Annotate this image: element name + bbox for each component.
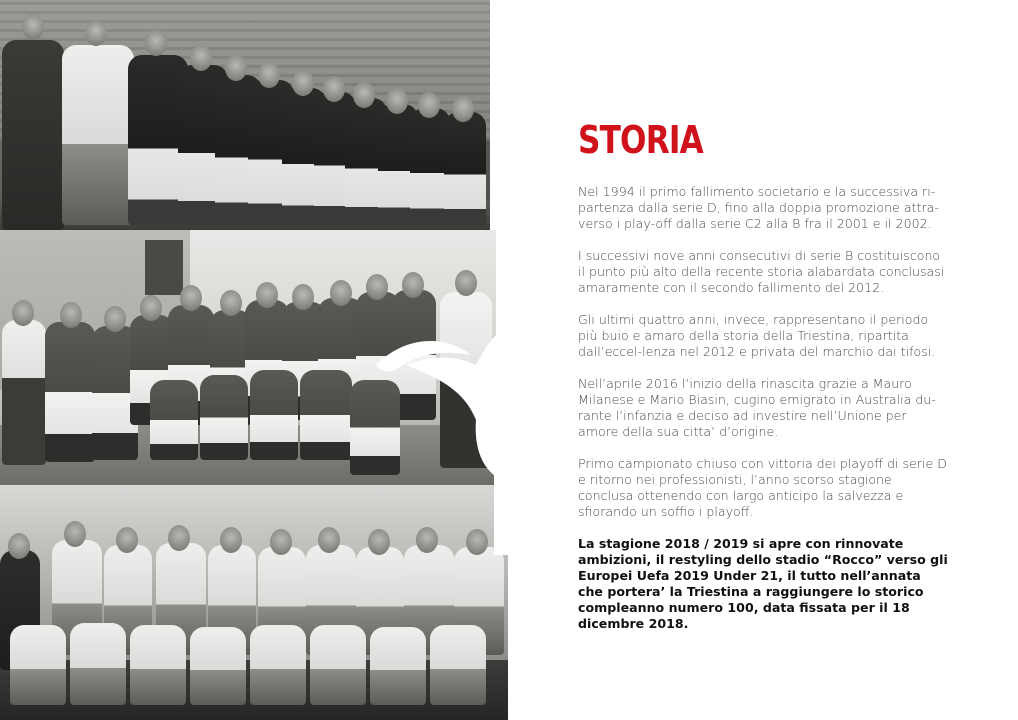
player-head <box>8 533 30 559</box>
player-head <box>418 92 440 118</box>
kneeling-player <box>200 375 248 460</box>
kneeling-player <box>190 627 246 705</box>
kneeling-player <box>310 625 366 705</box>
history-paragraph: Gli ultimi quattro anni, invece, rappresentano il periodo più buio e amaro della storia della Triestina, ripartita dall’eccel-lenza nel 2012 e privata del marchio dai tifosi. <box>578 312 936 359</box>
closing-paragraph: La stagione 2018 / 2019 si apre con rinnovate ambizioni, il restyling dello stadio “Rocco” verso gli Europei Uefa 2019 Under 21, il tutto nell’annata che portera’ la Triestina a raggiungere lo storico compleanno numero 100, data fissata per il 18 dicembre 2018. <box>578 536 948 631</box>
kneeling-player <box>370 627 426 705</box>
player-head <box>318 527 340 553</box>
player-figure <box>444 112 486 226</box>
kneeling-player <box>70 623 126 705</box>
history-paragraph: I successivi nove anni consecutivi di serie B costituiscono il punto più alto della recente storia alabardata conclusasi amaramente con il secondo fallimento del 2012. <box>578 248 945 295</box>
history-text-column <box>578 118 950 648</box>
goalkeeper-figure <box>62 45 134 225</box>
photo-collage <box>0 0 508 720</box>
player-head <box>85 20 107 46</box>
kneeling-player <box>300 370 352 460</box>
kneeling-player <box>150 380 198 460</box>
player-head <box>220 527 242 553</box>
player-head <box>116 527 138 553</box>
player-head <box>366 274 388 300</box>
player-head <box>292 70 314 96</box>
kneeling-player <box>250 625 306 705</box>
player-head <box>292 284 314 310</box>
player-head <box>22 14 44 40</box>
history-paragraph: Primo campionato chiuso con vittoria dei playoff di serie D e ritorno nei professionisti, l’anno scorso stagione conclusa ottenendo con largo anticipo la salvezza e sfiorando un soffio i playoff. <box>578 456 947 519</box>
white-halberd-cutout <box>376 325 508 555</box>
staff-figure <box>2 320 46 465</box>
player-head <box>258 62 280 88</box>
player-head <box>12 300 34 326</box>
player-head <box>256 282 278 308</box>
coach-figure <box>2 40 64 230</box>
player-head <box>386 88 408 114</box>
player-head <box>452 96 474 122</box>
player-head <box>270 529 292 555</box>
player-head <box>220 290 242 316</box>
kneeling-player <box>430 625 486 705</box>
player-head <box>330 280 352 306</box>
kneeling-player <box>10 625 66 705</box>
history-paragraph: Nell’aprile 2016 l’inizio della rinascita grazie a Mauro Milanese e Mario Biasin, cugino emigrato in Australia du-rante l’infanzia e deciso ad investire nell’Unione per amore della sua citta’ d’origine. <box>578 376 936 439</box>
player-head <box>60 302 82 328</box>
kneeling-player <box>250 370 298 460</box>
player-head <box>190 45 212 71</box>
player-head <box>225 55 247 81</box>
player-head <box>455 270 477 296</box>
history-paragraph: Nel 1994 il primo fallimento societario e la successiva ri-partenza dalla serie D, fino alla doppia promozione attra-verso i play-off dalla serie C2 alla B fra il 2001 e il 2002. <box>578 184 939 231</box>
player-head <box>180 285 202 311</box>
player-head <box>104 306 126 332</box>
player-head <box>168 525 190 551</box>
page-title: STORIA <box>578 118 703 162</box>
kneeling-player <box>130 625 186 705</box>
player-head <box>140 295 162 321</box>
player-head <box>64 521 86 547</box>
player-figure <box>45 322 95 462</box>
team-photo-1930s <box>0 0 490 230</box>
player-head <box>353 82 375 108</box>
player-head <box>145 30 167 56</box>
player-head <box>402 272 424 298</box>
player-head <box>323 76 345 102</box>
window <box>145 240 183 295</box>
